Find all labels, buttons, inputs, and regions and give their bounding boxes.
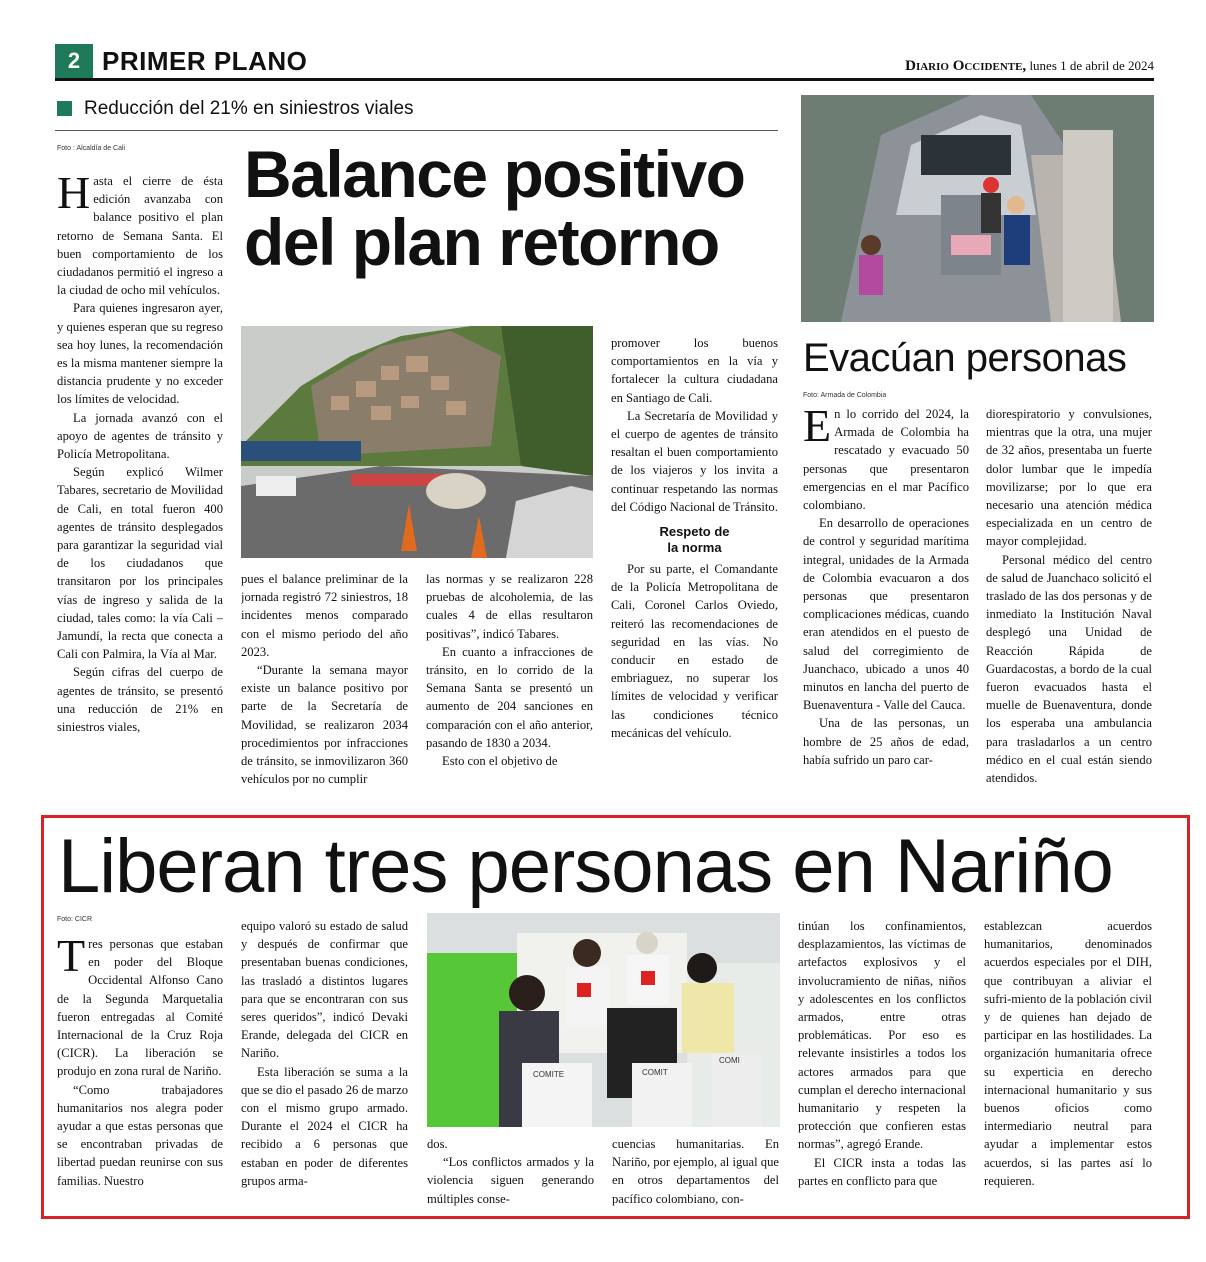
subhead-line-1: Respeto de bbox=[659, 524, 730, 540]
paragraph: La Secretaría de Movilidad y el cuerpo de agentes de tránsito resaltan el buen comportamiento de los viajeros y los invita a continuar respetando las normas del Código Nacional de Tránsito. bbox=[611, 408, 778, 514]
paragraph: “Como trabajadores humanitarios nos alegra poder ayudar a que estas personas que se encontraban privadas de libertad puedan reunirse con sus familias. Nuestro bbox=[57, 1082, 223, 1188]
photo-credit: Foto: CICR bbox=[57, 916, 93, 923]
paragraph: diorespiratorio y convulsiones, mientras que la otra, una mujer de 32 años, presentaba un fuerte dolor lumbar que le impedía movilizarse; por lo que era necesario una atención médica especializada en un centro de mayor complejidad. bbox=[986, 407, 1152, 549]
story1-column-1 bbox=[57, 172, 223, 808]
dropcap: E bbox=[803, 405, 832, 451]
headline-evacuan: Evacúan personas bbox=[803, 336, 1127, 380]
paragraph: Según explicó Wilmer Tabares, secretario de Movilidad de Cali, en total fueron 400 agentes de tránsito desplegados para garantizar la seguridad vial de los ciudadanos que transitaron por los principales vías de ingreso y salida de la ciudad, tales como: la vía Cali – Jamundí, la recta que conecta a Cali con Palmira, la Vía al Mar. bbox=[57, 465, 223, 662]
paragraph: Una de las personas, un hombre de 25 años de edad, había sufrido un paro car- bbox=[803, 716, 969, 767]
paragraph: las normas y se realizaron 228 pruebas de alcoholemia, de las cuales 4 de ellas resultaron positivas”, indicó Tabares. bbox=[426, 572, 593, 641]
paragraph: Según cifras del cuerpo de agentes de tránsito, se presentó una reducción de 21% en siniestros viales, bbox=[57, 665, 223, 735]
story3-column-3 bbox=[427, 1135, 594, 1210]
header-rule bbox=[55, 78, 1154, 81]
paragraph: Para quienes ingresaron ayer, y quienes esperan que su regreso sea hoy lunes, la recomendación es la misma mantener siempre la distancia prudente y no exceder los límites de velocidad. bbox=[57, 301, 223, 407]
chair-label: COMIT bbox=[642, 1068, 668, 1077]
issue-date: lunes 1 de abril de 2024 bbox=[1029, 58, 1154, 73]
subhead-line-2: la norma bbox=[667, 540, 722, 556]
story3-column-1 bbox=[57, 935, 223, 1210]
chair-label: COMITE bbox=[533, 1070, 565, 1079]
headline-liberan: Liberan tres personas en Nariño bbox=[58, 824, 1113, 909]
photo-credit: Foto: Armada de Colombia bbox=[803, 392, 887, 399]
paragraph: Esta liberación se suma a la que se dio el pasado 26 de marzo con el mismo grupo armado. Durante el 2024 el CICR ha recibido a 6 personas que estaban en poder de diferentes grupos arma- bbox=[241, 1064, 408, 1188]
dateline bbox=[905, 58, 1154, 75]
paragraph: dos. bbox=[427, 1137, 448, 1151]
paragraph: tinúan los confinamientos, desplazamientos, las víctimas de artefactos explosivos y el involucramiento de niñas, niños y adolescentes en los conflictos armados, entre otras problemáticas. Por eso es relevante insistirles a todos los actores armados para que cumplan el derecho internacional humanitario y respeten la protección que confieren estas normas”, agregó Erande. bbox=[798, 919, 966, 1152]
boat-photo bbox=[801, 95, 1154, 322]
section-title: PRIMER PLANO bbox=[102, 46, 308, 76]
paragraph: El CICR insta a todas las partes en conflicto para que bbox=[798, 1155, 966, 1188]
photo-credit: Foto : Alcaldía de Cali bbox=[57, 145, 126, 152]
paragraph: “Durante la semana mayor existe un balance positivo por parte de la Secretaría de Movilidad, se realizaron 2034 procedimientos por infracciones de tránsito, se inmovilizaron 360 vehículos por no cumplir bbox=[241, 663, 408, 787]
paragraph: establezcan acuerdos humanitarios, denominados acuerdos especiales por el DIH, que contribuyan a aliviar el sufri-miento de la población civil y de quienes han dejado de participar en las hostilidades. La organización humanitaria ofrece su experticia en derecho internacional humanitario y sus buenos oficios como intermediario neutral para ayudar a implementar estos acuerdos, si las partes así lo requieren. bbox=[984, 919, 1152, 1188]
story3-column-4 bbox=[612, 1135, 779, 1210]
chair-label: COMI bbox=[719, 1056, 740, 1065]
paragraph: Esto con el objetivo de bbox=[442, 754, 558, 769]
headline-line-2: del plan retorno bbox=[244, 205, 719, 279]
kicker-rule bbox=[55, 130, 778, 131]
paragraph: “Los conflictos armados y la violencia siguen generando múltiples conse- bbox=[427, 1155, 594, 1206]
headline-line-1: Balance positivo bbox=[244, 137, 745, 211]
story1-column-3 bbox=[426, 570, 593, 808]
road-photo bbox=[241, 326, 593, 558]
cicr-photo bbox=[427, 913, 780, 1127]
story3-column-2 bbox=[241, 917, 408, 1210]
paragraph: asta el cierre de ésta edición avanzaba con balance positivo el plan retorno de Semana Santa. El buen comportamiento de los ciudadanos permitió el ingreso a la ciudad de ocho mil vehículos. bbox=[57, 174, 223, 298]
story1-column-4 bbox=[611, 334, 778, 808]
page-number: 2 bbox=[55, 44, 93, 78]
story2-column-2 bbox=[986, 405, 1152, 808]
paper-name: Diario Occidente, bbox=[905, 58, 1027, 74]
subhead bbox=[611, 524, 778, 556]
story1-column-2 bbox=[241, 570, 408, 808]
story3-column-5 bbox=[798, 917, 966, 1210]
dropcap: H bbox=[57, 172, 91, 218]
dropcap: T bbox=[57, 935, 86, 981]
paragraph: Por su parte, el Comandante de la Policía Metropolitana de Cali, Coronel Carlos Oviedo, reiteró las recomendaciones de seguridad en las vías. No conducir en estado de embriaguez, no superar los límites de velocidad y verificar las condiciones técnico mecánicas del vehículo. bbox=[611, 562, 778, 740]
story3-column-6 bbox=[984, 917, 1152, 1210]
paragraph: cuencias humanitarias. En Nariño, por ejemplo, al igual que en otros departamentos del pacífico colombiano, con- bbox=[612, 1137, 779, 1206]
story2-column-1 bbox=[803, 405, 969, 808]
paragraph: equipo valoró su estado de salud y después de confirmar que presentaban buenas condiciones, las trasladó a distintos lugares para que se encontraran con sus seres queridos”, indicó Devaki Erande, delegada del CICR en Nariño. bbox=[241, 919, 408, 1061]
paragraph: En desarrollo de operaciones de control y seguridad marítima integral, unidades de la Armada de Colombia evacuaron a dos personas que presentaron complicaciones médicas, cuando eran atendidos en el puesto de salud del corregimiento de Juanchaco, ubicado a unos 40 minutos en lancha del puerto de Buenaventura - Valle del Cauca. bbox=[803, 516, 969, 713]
paragraph: En cuanto a infracciones de tránsito, en lo corrido de la Semana Santa se presentó un aumento de 204 sanciones en comparación con el año anterior, pasando de 1830 a 2034. bbox=[426, 644, 593, 750]
paragraph: La jornada avanzó con el apoyo de agentes de tránsito y Policía Metropolitana. bbox=[57, 410, 223, 462]
kicker: Reducción del 21% en siniestros viales bbox=[84, 98, 414, 119]
paragraph: Personal médico del centro de salud de Juanchaco solicitó el traslado de las dos personas y de inmediato la Institución Naval desplegó una Unidad de Reacción Rápida de Guardacostas, a bordo de la cual fueron evacuados hasta el muelle de Buenaventura, donde los esperaba una ambulancia para trasladarlos a un centro médico en el cual están siendo atendidos. bbox=[986, 552, 1152, 786]
paragraph: promover los buenos comportamientos en la vía y fortalecer la cultura ciudadana en Santiago de Cali. bbox=[611, 336, 778, 405]
headline-balance bbox=[244, 137, 784, 279]
paragraph: n lo corrido del 2024, la Armada de Colombia ha rescatado y evacuado 50 personas que presentaron emergencias en el mar Pacífico colombiano. bbox=[803, 407, 969, 513]
paragraph: pues el balance preliminar de la jornada registró 72 siniestros, 18 incidentes menos comparado con el mismo periodo del año 2023. bbox=[241, 572, 408, 659]
paragraph: res personas que estaban en poder del Bloque Occidental Alfonso Cano de la Segunda Marquetalia fueron entregadas al Comité Internacional de la Cruz Roja (CICR). La liberación se produjo en zona rural de Nariño. bbox=[57, 937, 223, 1079]
kicker-square-icon bbox=[57, 101, 72, 116]
